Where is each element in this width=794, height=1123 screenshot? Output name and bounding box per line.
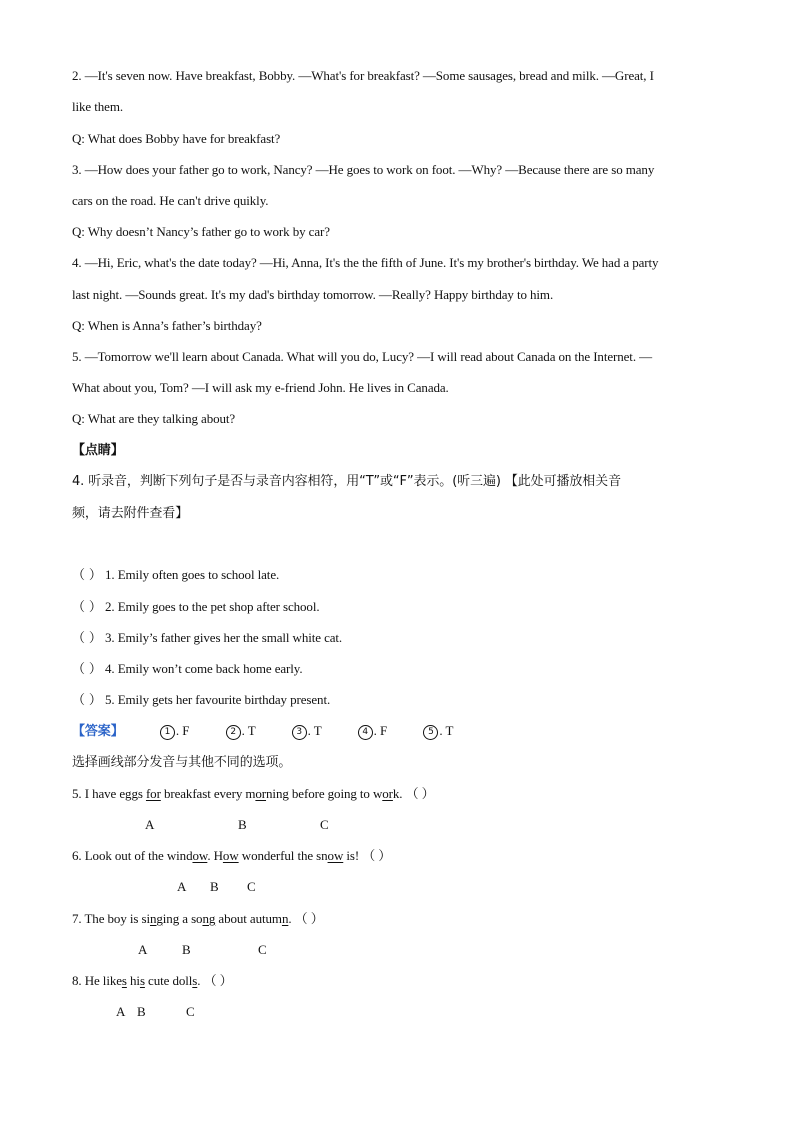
dialogue-4-line-2: last night. —Sounds great. It's my dad's birthday tomorrow. —Really? Happy birthday to him.: [72, 287, 554, 302]
underlined-part: s: [139, 973, 145, 988]
answer-blank[interactable]: . （ ）: [288, 911, 324, 926]
underlined-part: s: [121, 973, 127, 988]
question-text: 6. Look out of the wind: [72, 848, 193, 863]
answer-5: [423, 723, 453, 738]
option-b: B: [182, 942, 191, 957]
circled-number: 5: [423, 725, 438, 740]
answer-label: 【答案】: [72, 724, 124, 739]
circled-number: 1: [160, 725, 175, 740]
dialogue-3-question: Q: Why doesn’t Nancy’s father go to work by car?: [72, 224, 330, 239]
dialogue-5-line-2: What about you, Tom? —I will ask my e-friend John. He lives in Canada.: [72, 380, 449, 395]
answer-2: [226, 723, 256, 738]
dialogue-3-line-2: cars on the road. He can't drive quikly.: [72, 193, 269, 208]
option-b: B: [210, 879, 219, 894]
phonics-question-8: [72, 972, 233, 990]
phonics-question-6: [72, 847, 391, 865]
question-text: 5. I have eggs: [72, 786, 146, 801]
option-b: B: [137, 1004, 146, 1019]
dianjing-heading: 【点睛】: [72, 443, 124, 458]
underlined-part: or: [382, 786, 393, 801]
answer-blank[interactable]: （ ）: [72, 662, 102, 677]
tf-item-text: 5. Emily gets her favourite birthday present.: [105, 692, 331, 707]
dialogue-4-question: Q: When is Anna’s father’s birthday?: [72, 318, 262, 333]
underlined-part: ow: [327, 848, 344, 863]
underlined-part: or: [255, 786, 267, 801]
answer-blank[interactable]: （ ）: [72, 631, 102, 646]
answer-value: . T: [241, 723, 256, 738]
underlined-part: ow: [192, 848, 208, 863]
answer-3: [292, 723, 322, 738]
question-text: ning before going to w: [266, 786, 383, 801]
question-text: hi: [126, 973, 140, 988]
option-a: A: [145, 817, 155, 832]
dialogue-5-question: Q: What are they talking about?: [72, 411, 236, 426]
option-a: A: [116, 1004, 126, 1019]
underlined-part: ng: [149, 911, 163, 926]
tf-item-5: [72, 691, 330, 710]
option-a: A: [177, 879, 187, 894]
tf-item-4: [72, 660, 302, 679]
answer-value: . T: [307, 723, 322, 738]
question-text: ing a so: [162, 911, 203, 926]
underlined-part: for: [145, 786, 161, 801]
answer-blank[interactable]: （ ）: [72, 568, 102, 583]
answer-4: [358, 723, 387, 738]
dialogue-2-question: Q: What does Bobby have for breakfast?: [72, 131, 281, 146]
answer-value: . T: [439, 723, 454, 738]
answer-blank[interactable]: is! （ ）: [343, 848, 392, 863]
answer-blank[interactable]: （ ）: [72, 600, 102, 615]
section-4-title-line-1: 4. 听录音，判断下列句子是否与录音内容相符，用“T”或“F”表示。(听三遍) 【此处可播放相关音: [72, 474, 621, 489]
tf-item-1: [72, 566, 279, 585]
option-c: C: [320, 817, 329, 832]
dialogue-2-line-2: like them.: [72, 99, 123, 114]
tf-item-2: [72, 598, 320, 617]
tf-item-text: 2. Emily goes to the pet shop after school.: [105, 599, 320, 614]
answer-blank[interactable]: （ ）: [72, 693, 102, 708]
dialogue-3-line-1: 3. —How does your father go to work, Nancy? —He goes to work on foot. —Why? —Because there are so many: [72, 162, 655, 177]
underlined-part: ow: [222, 848, 239, 863]
option-c: C: [258, 942, 267, 957]
circled-number: 2: [226, 725, 241, 740]
dialogue-4-line-1: 4. —Hi, Eric, what's the date today? —Hi, Anna, It's the the fifth of June. It's my brother's birthday. We had a party: [72, 255, 659, 270]
option-a: A: [138, 942, 148, 957]
underlined-part: ng: [202, 911, 216, 926]
underlined-part: s: [192, 973, 198, 988]
phonics-question-5: [72, 785, 435, 803]
option-c: C: [186, 1004, 195, 1019]
question-text: . H: [207, 848, 223, 863]
question-text: 8. He like: [72, 973, 122, 988]
tf-item-3: [72, 629, 342, 648]
question-text: breakfast every m: [160, 786, 256, 801]
dialogue-5-line-1: 5. —Tomorrow we'll learn about Canada. What will you do, Lucy? —I will read about Canada on the Internet. —: [72, 349, 653, 364]
tf-item-text: 3. Emily’s father gives her the small white cat.: [105, 630, 343, 645]
phonics-instruction: 选择画线部分发音与其他不同的选项。: [72, 755, 292, 770]
answer-row: [72, 722, 453, 741]
question-text: wonderful the sn: [238, 848, 328, 863]
dialogue-2-line-1: 2. —It's seven now. Have breakfast, Bobby. —What's for breakfast? —Some sausages, bread and milk. —Great, I: [72, 68, 654, 83]
question-text: 7. The boy is si: [72, 911, 150, 926]
answer-value: . F: [373, 723, 388, 738]
option-b: B: [238, 817, 247, 832]
answer-blank[interactable]: . （ ）: [197, 973, 233, 988]
phonics-question-7: [72, 910, 324, 928]
tf-item-text: 4. Emily won’t come back home early.: [105, 661, 303, 676]
circled-number: 3: [292, 725, 307, 740]
question-text: about autum: [215, 911, 282, 926]
answer-1: [160, 723, 189, 738]
answer-value: . F: [175, 723, 190, 738]
section-4-title-line-2: 频，请去附件查看】: [72, 506, 189, 521]
circled-number: 4: [358, 725, 373, 740]
tf-item-text: 1. Emily often goes to school late.: [105, 567, 280, 582]
option-c: C: [247, 879, 256, 894]
underlined-part: n: [281, 911, 289, 926]
question-text: cute doll: [144, 973, 193, 988]
answer-blank[interactable]: k. （ ）: [392, 786, 435, 801]
